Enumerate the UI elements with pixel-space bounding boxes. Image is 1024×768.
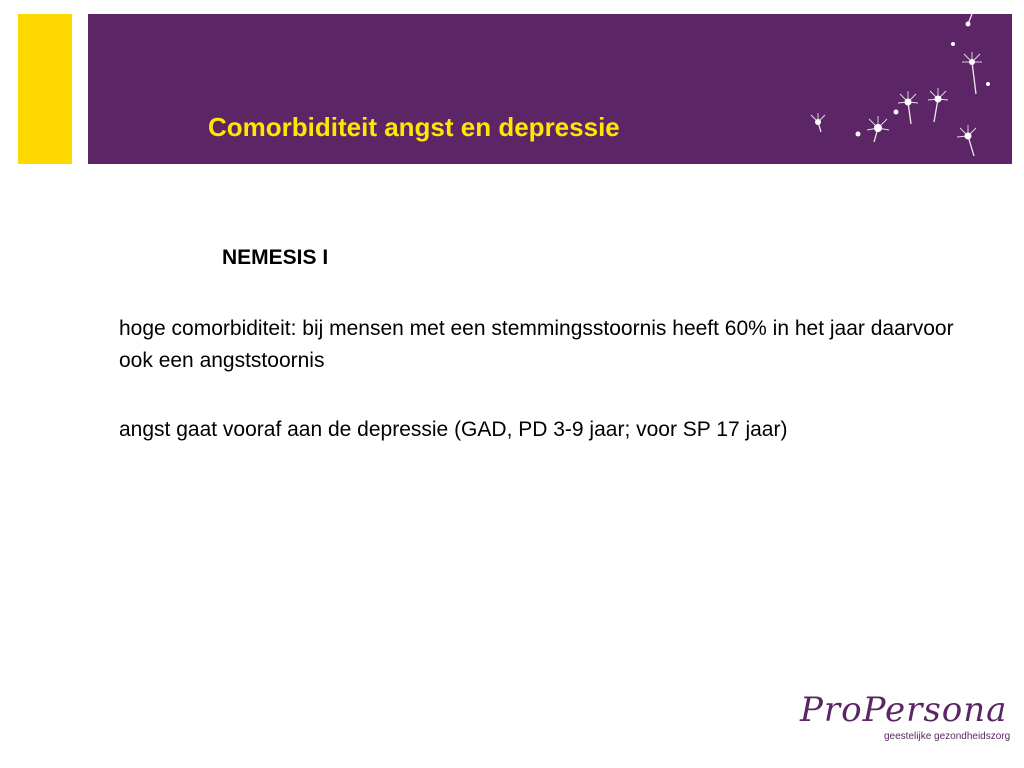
subheading: NEMESIS I [222,246,329,269]
propersona-logo [800,690,1010,750]
slide-title: Comorbiditeit angst en depressie [208,112,620,142]
yellow-accent-block [18,14,72,164]
paragraph-comorbidity: hoge comorbiditeit: bij mensen met een stemmingsstoornis heeft 60% in het jaar daarvoor ook een angststoornis [119,317,954,372]
logo-wordmark: ProPersona [800,690,1008,730]
logo-tagline: geestelijke gezondheidszorg [884,731,1011,742]
paragraph-anxiety-precedes: angst gaat vooraf aan de depressie (GAD, PD 3-9 jaar; voor SP 17 jaar) [119,418,788,441]
